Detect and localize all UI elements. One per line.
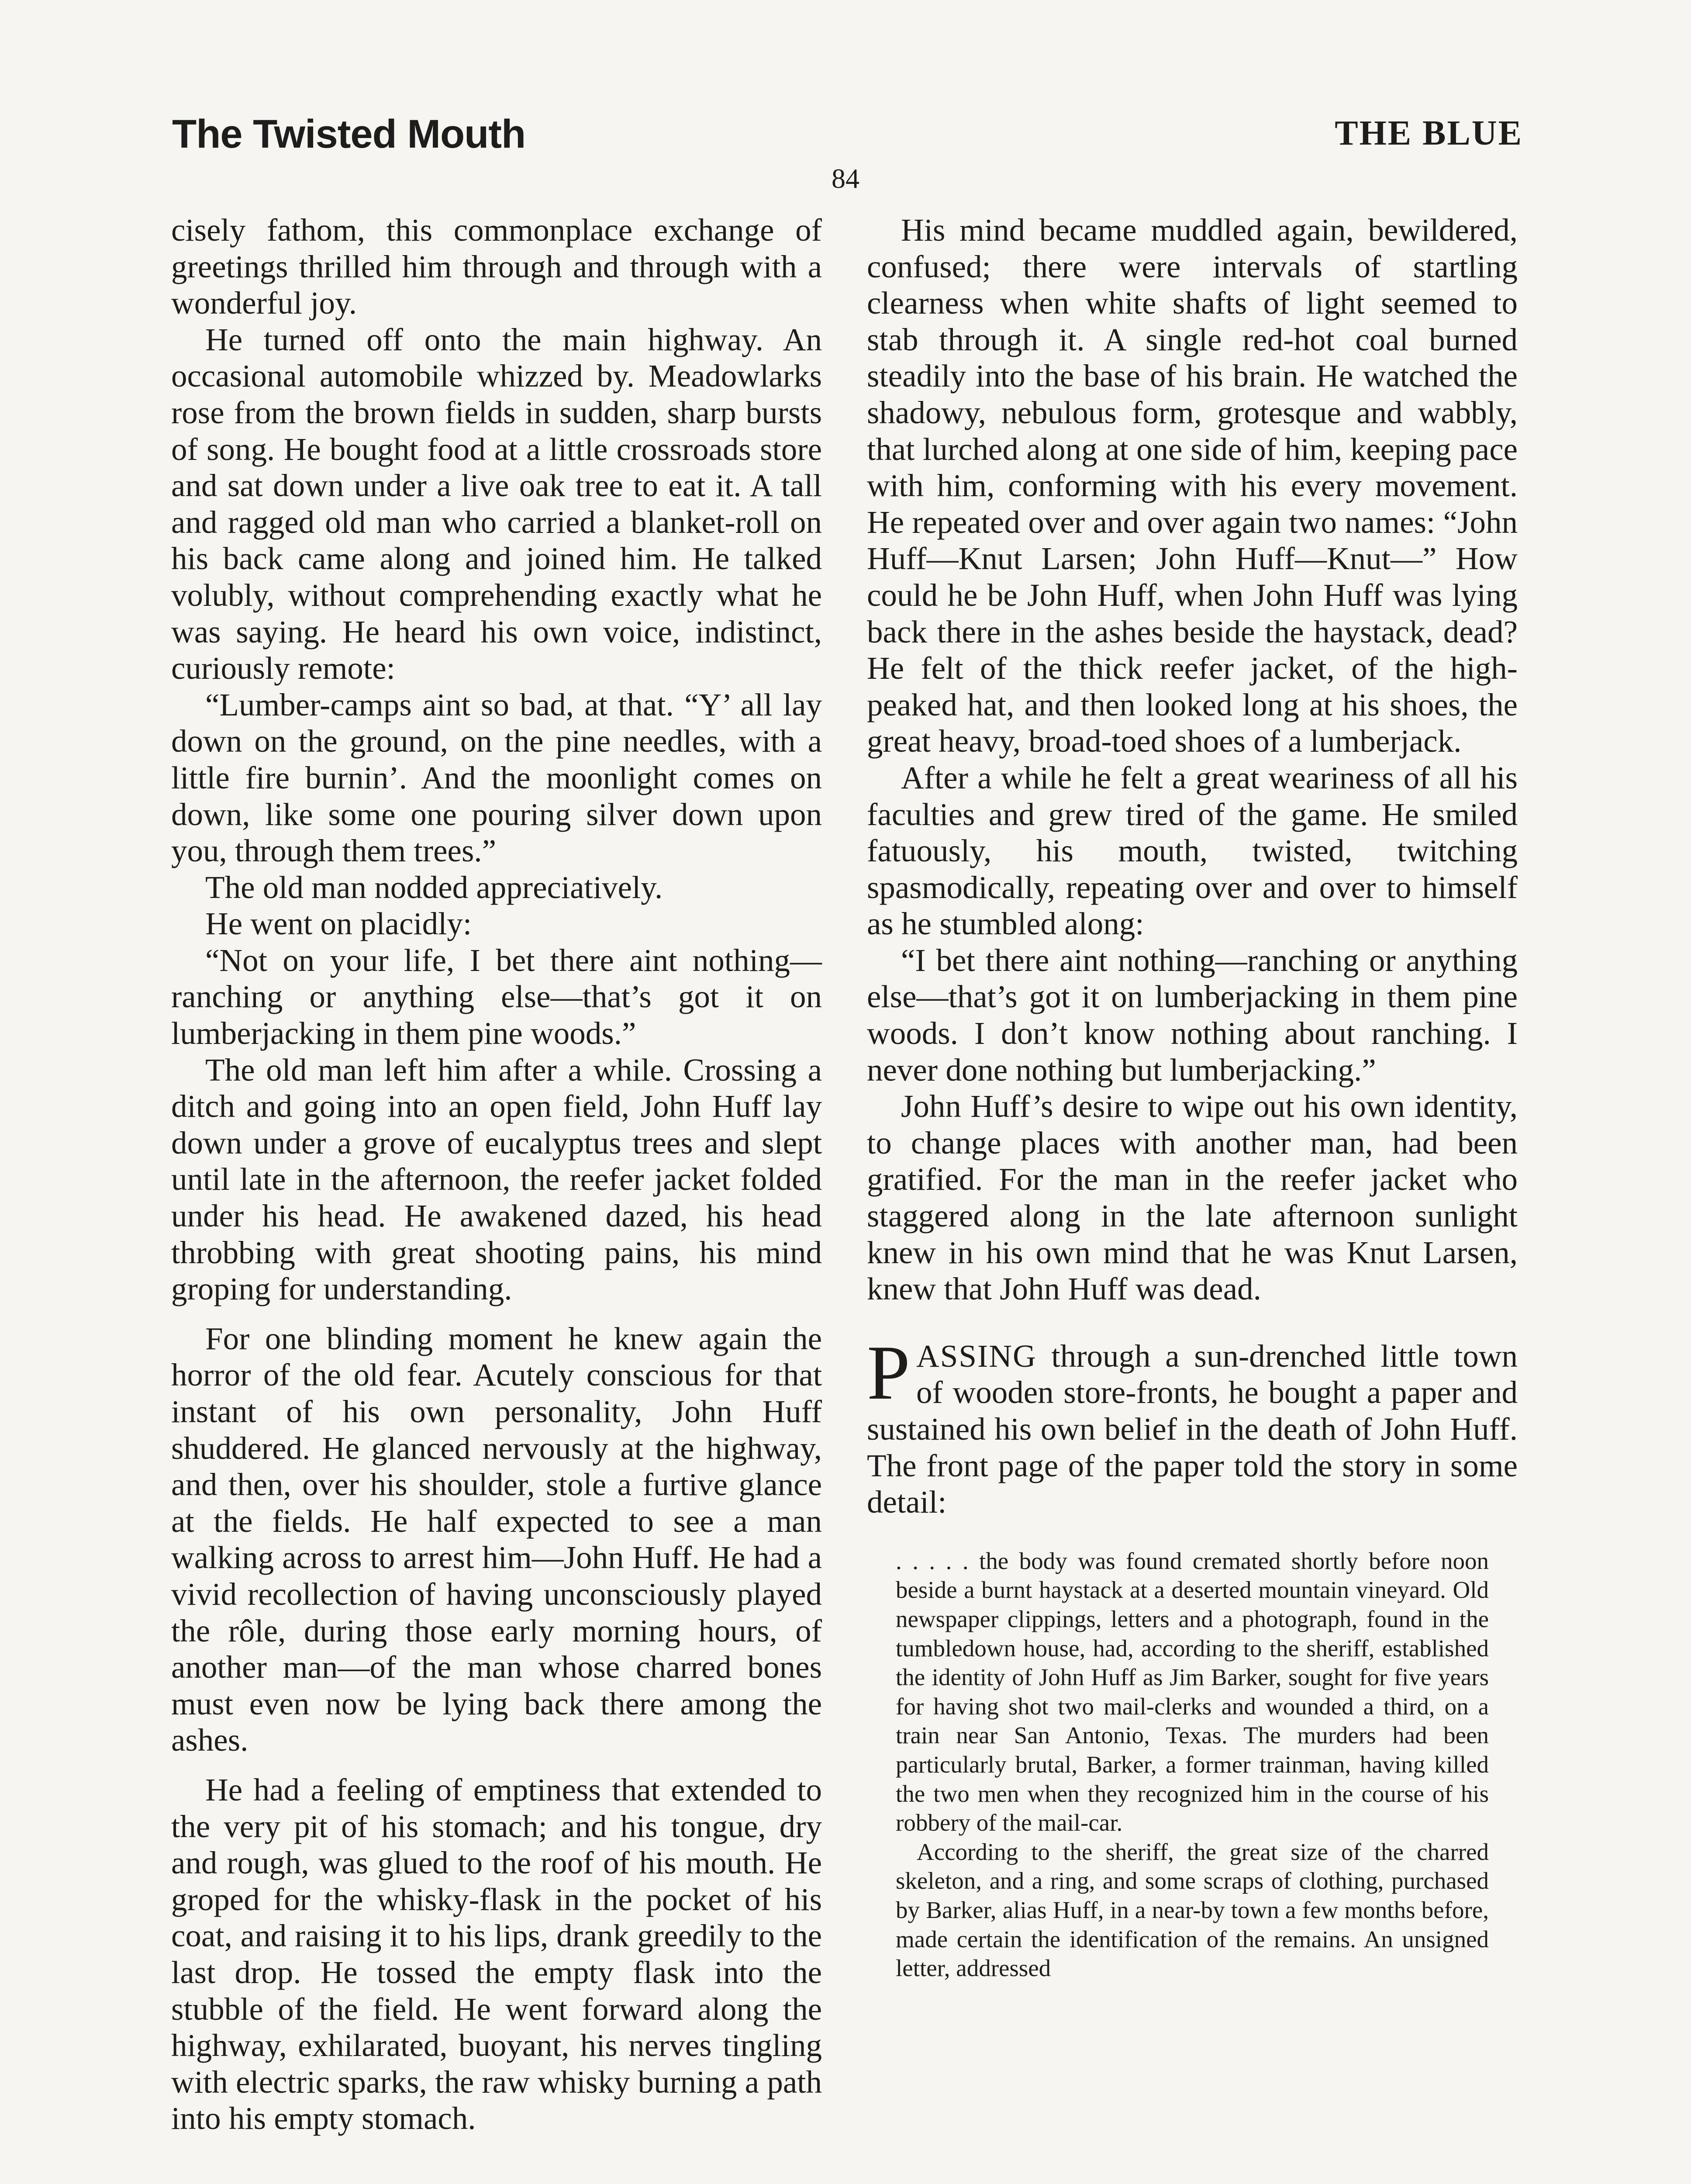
small-caps-lead: ASSING xyxy=(916,1338,1037,1374)
paragraph: The old man nodded appreciatively. xyxy=(205,869,663,905)
running-head-magazine-title: THE BLUE xyxy=(1335,114,1523,152)
paragraph: The old man left him after a while. Crossing a ditch and going into an open field, John Huff lay down under a grove of eucalyptus trees and slept until late in the afternoon, the reefer jacket folded under his head. He awakened dazed, his head throbbing with great shooting pains, his mind groping for understanding. xyxy=(171,1052,822,1307)
paragraph: “Lumber-camps aint so bad, at that. “Y’ all lay down on the ground, on the pine needles, with a little fire burnin’. And the moonlight comes on down, like some one pouring silver down upon you, through them trees.” xyxy=(171,687,822,869)
running-head-story-title: The Twisted Mouth xyxy=(172,112,526,156)
paragraph: He turned off onto the main highway. An occasional automobile whizzed by. Meadowlarks rose from the brown fields in sudden, sharp bursts of song. He bought food at a little crossroads store and sat down under a live oak tree to eat it. A tall and ragged old man who carried a blanket-roll on his back came along and joined him. He talked volubly, without comprehending exactly what he was saying. He heard his own voice, indistinct, curiously remote: xyxy=(171,321,822,686)
excerpt-paragraph: According to the sheriff, the great size of the charred skeleton, and a ring, and some scraps of clothing, purchased by Barker, alias Huff, in a near-by town a few months before, made certain the identification of the remains. An unsigned letter, addressed xyxy=(896,1838,1489,1982)
paragraph: “I bet there aint nothing—ranching or anything else—that’s got it on lumberjacking in them pine woods. I don’t know nothing about ranching. I never done nothing but lumberjacking.” xyxy=(867,942,1518,1088)
paragraph: For one blinding moment he knew again the horror of the old fear. Acutely conscious for that instant of his own personality, John Huff shuddered. He glanced nervously at the highway, and then, over his shoulder, stole a furtive glance at the fields. He half expected to see a man walking across to arrest him—John Huff. He had a vivid recollection of having unconsciously played the rôle, during those early morning hours, of another man—of the man whose charred bones must even now be lying back there among the ashes. xyxy=(171,1320,822,1758)
paragraph: cisely fathom, this commonplace exchange of greetings thrilled him through and through with a wonderful joy. xyxy=(171,212,822,321)
excerpt-paragraph: . . . . . the body was found cremated shortly before noon beside a burnt haystack at a deserted mountain vineyard. Old newspaper clippings, letters and a photograph, found in the tumbledown house, had, according to the sheriff, established the identity of John Huff as Jim Barker, sought for five years for having shot two mail-clerks and wounded a third, on a train near San Antonio, Texas. The murders had been particularly brutal, Barker, a former trainman, having killed the two men when they recognized him in the course of his robbery of the mail-car. xyxy=(896,1547,1489,1836)
newspaper-excerpt xyxy=(896,1547,1489,1983)
left-text-column xyxy=(171,212,822,2137)
paragraph: His mind became muddled again, bewildered, confused; there were intervals of startling clearness when white shafts of light seemed to stab through it. A single red-hot coal burned steadily into the base of his brain. He watched the shadowy, nebulous form, grotesque and wabbly, that lurched along at one side of him, keeping pace with him, conforming with his every movement. He repeated over and over again two names: “John Huff—Knut Larsen; John Huff—Knut—” How could he be John Huff, when John Huff was lying back there in the ashes beside the haystack, dead? He felt of the thick reefer jacket, of the high-peaked hat, and then looked long at his shoes, the great heavy, broad-toed shoes of a lumberjack. xyxy=(867,212,1518,759)
section-opening-paragraph xyxy=(867,1329,1518,1521)
right-text-column xyxy=(867,212,1518,1983)
page-number: 84 xyxy=(832,163,859,194)
drop-cap: P xyxy=(867,1329,910,1416)
paragraph: He went on placidly: xyxy=(205,906,472,942)
paragraph: After a while he felt a great weariness of all his faculties and grew tired of the game. He smiled fatuously, his mouth, twisted, twitching spasmodically, repeating over and over to himself as he stumbled along: xyxy=(867,760,1518,942)
paragraph: “Not on your life, I bet there aint nothing—ranching or anything else—that’s got it on lumberjacking in them pine woods.” xyxy=(171,942,822,1051)
paragraph: He had a feeling of emptiness that extended to the very pit of his stomach; and his tongue, dry and rough, was glued to the roof of his mouth. He groped for the whisky-flask in the pocket of his coat, and raising it to his lips, drank greedily to the last drop. He tossed the empty flask into the stubble of the field. He went forward along the highway, exhilarated, buoyant, his nerves tingling with electric sparks, the raw whisky burning a path into his empty stomach. xyxy=(171,1772,822,2136)
paragraph: John Huff’s desire to wipe out his own identity, to change places with another man, had been gratified. For the man in the reefer jacket who staggered along in the late afternoon sunlight knew in his own mind that he was Knut Larsen, knew that John Huff was dead. xyxy=(867,1089,1518,1307)
section-opening-text: through a sun-drenched little town of wooden store-fronts, he bought a paper and sustained his own belief in the death of John Huff. The front page of the paper told the story in some detail: xyxy=(867,1338,1518,1520)
